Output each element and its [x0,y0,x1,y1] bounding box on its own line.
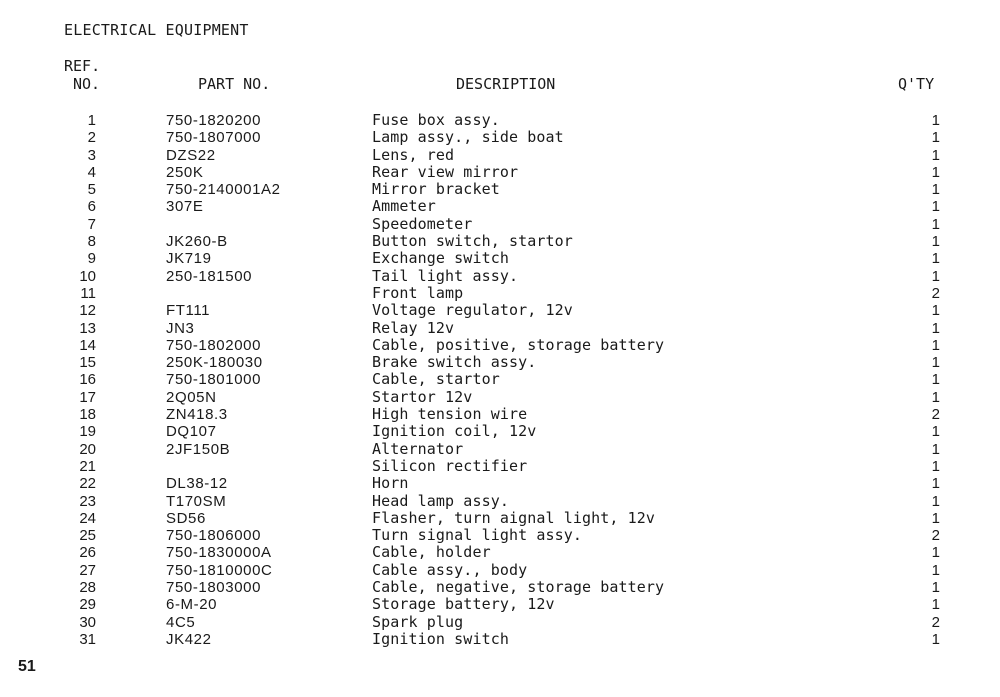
description-cell: Ignition coil, 12v [372,422,537,441]
part-no-cell: DL38-12 [166,475,228,493]
qty-cell: 1 [931,215,940,233]
table-row [0,441,1000,458]
part-no-cell: 750-1807000 [166,129,262,147]
description-cell: Cable, positive, storage battery [372,335,665,354]
table-row [0,198,1000,215]
description-cell: Mirror bracket [372,180,500,199]
table-row [0,510,1000,527]
qty-cell: 1 [931,371,940,389]
part-no-cell: 750-1801000 [166,371,262,389]
part-no-cell: JK260-B [166,233,228,251]
part-no-cell: JK719 [166,250,212,268]
ref-cell: 10 [79,267,96,285]
table-row [0,631,1000,648]
description-cell: Ignition switch [372,629,509,648]
qty-cell: 1 [931,388,940,406]
description-cell: Voltage regulator, 12v [372,301,573,320]
description-cell: Turn signal light assy. [372,526,583,545]
page-title: ELECTRICAL EQUIPMENT [64,21,249,39]
description-cell: Cable, startor [372,370,500,389]
table-row [0,579,1000,596]
description-cell: Lens, red [372,145,455,164]
part-no-cell: 750-1830000A [166,544,272,562]
qty-cell: 2 [931,527,940,545]
description-cell: Brake switch assy. [372,353,537,372]
ref-cell: 17 [79,388,96,406]
qty-cell: 1 [931,544,940,562]
description-cell: Flasher, turn aignal light, 12v [372,508,656,527]
table-row [0,164,1000,181]
ref-cell: 15 [79,354,96,372]
description-header: DESCRIPTION [456,75,556,93]
qty-cell: 1 [931,267,940,285]
qty-cell: 1 [931,423,940,441]
qty-header: Q'TY [898,75,935,93]
table-row [0,544,1000,561]
table-row [0,458,1000,475]
part-no-cell: 307E [166,198,204,216]
description-cell: Front lamp [372,283,464,302]
ref-cell: 29 [79,596,96,614]
part-no-cell: 750-1806000 [166,527,262,545]
qty-cell: 1 [931,319,940,337]
qty-cell: 1 [931,579,940,597]
qty-cell: 1 [931,561,940,579]
ref-cell: 4 [87,163,96,181]
description-cell: Lamp assy., side boat [372,128,564,147]
qty-cell: 1 [931,596,940,614]
qty-cell: 1 [931,354,940,372]
table-row [0,371,1000,388]
part-no-header: PART NO. [198,75,271,93]
table-row [0,527,1000,544]
ref-cell: 28 [79,579,96,597]
ref-cell: 7 [87,215,96,233]
qty-cell: 1 [931,163,940,181]
qty-cell: 1 [931,492,940,510]
part-no-cell: 250-181500 [166,267,253,285]
part-no-cell: DZS22 [166,146,216,164]
part-no-cell: SD56 [166,509,206,527]
ref-cell: 16 [79,371,96,389]
ref-cell: 31 [79,630,96,648]
ref-cell: 24 [79,509,96,527]
ref-cell: 23 [79,492,96,510]
ref-cell: 30 [79,613,96,631]
qty-cell: 1 [931,233,940,251]
description-cell: Ammeter [372,197,436,216]
table-row [0,147,1000,164]
table-row [0,302,1000,319]
qty-cell: 1 [931,440,940,458]
table-row [0,389,1000,406]
ref-cell: 20 [79,440,96,458]
qty-cell: 1 [931,112,940,129]
description-cell: Speedometer [372,214,473,233]
table-row [0,423,1000,440]
description-cell: Head lamp assy. [372,491,509,510]
part-no-cell: JK422 [166,630,212,648]
qty-cell: 1 [931,302,940,320]
table-row [0,475,1000,492]
ref-cell: 26 [79,544,96,562]
qty-cell: 2 [931,613,940,631]
description-cell: Tail light assy. [372,266,519,285]
table-row [0,129,1000,146]
description-cell: Fuse box assy. [372,111,500,129]
ref-cell: 1 [87,112,96,129]
table-row [0,614,1000,631]
ref-cell: 13 [79,319,96,337]
ref-cell: 18 [79,406,96,424]
ref-cell: 9 [87,250,96,268]
description-cell: Storage battery, 12v [372,595,555,614]
part-no-cell: T170SM [166,492,227,510]
table-row [0,337,1000,354]
ref-cell: 12 [79,302,96,320]
table-row [0,112,1000,129]
ref-cell: 3 [87,146,96,164]
ref-cell: 2 [87,129,96,147]
ref-cell: 19 [79,423,96,441]
table-row [0,250,1000,267]
page-number: 51 [18,658,36,675]
ref-header-line1: REF. [64,57,101,75]
description-cell: Startor 12v [372,387,473,406]
table-row [0,562,1000,579]
part-no-cell: 750-1820200 [166,112,262,129]
part-no-cell: DQ107 [166,423,217,441]
part-no-cell: 2Q05N [166,388,217,406]
description-cell: Cable, holder [372,543,491,562]
table-row [0,285,1000,302]
description-cell: Horn [372,474,409,493]
qty-cell: 2 [931,284,940,302]
table-row [0,354,1000,371]
ref-header-line2: NO. [73,75,101,93]
part-no-cell: 2JF150B [166,440,231,458]
description-cell: Spark plug [372,612,464,631]
part-no-cell: ZN418.3 [166,406,228,424]
ref-cell: 14 [79,336,96,354]
table-row [0,493,1000,510]
part-no-cell: 250K-180030 [166,354,263,372]
description-cell: Cable, negative, storage battery [372,578,665,597]
qty-cell: 1 [931,630,940,648]
part-no-cell: 750-1810000C [166,561,273,579]
qty-cell: 1 [931,198,940,216]
parts-table [0,112,1000,648]
qty-cell: 1 [931,181,940,199]
ref-cell: 27 [79,561,96,579]
table-row [0,596,1000,613]
description-cell: Rear view mirror [372,162,519,181]
part-no-cell: 250K [166,163,204,181]
description-cell: Exchange switch [372,249,509,268]
part-no-cell: FT111 [166,302,211,320]
table-row [0,268,1000,285]
description-cell: Alternator [372,439,464,458]
ref-cell: 6 [87,198,96,216]
table-row [0,406,1000,423]
part-no-cell: 750-1803000 [166,579,262,597]
qty-cell: 1 [931,475,940,493]
part-no-cell: 750-1802000 [166,336,262,354]
part-no-cell: 750-2140001A2 [166,181,281,199]
ref-cell: 8 [87,233,96,251]
ref-cell: 25 [79,527,96,545]
qty-cell: 1 [931,250,940,268]
qty-cell: 1 [931,457,940,475]
ref-cell: 22 [79,475,96,493]
part-no-cell: 6-M-20 [166,596,218,614]
ref-cell: 21 [79,457,96,475]
qty-cell: 2 [931,406,940,424]
qty-cell: 1 [931,146,940,164]
description-cell: Cable assy., body [372,560,528,579]
part-no-cell: 4C5 [166,613,196,631]
qty-cell: 1 [931,129,940,147]
qty-cell: 1 [931,336,940,354]
part-no-cell: JN3 [166,319,195,337]
table-row [0,320,1000,337]
description-cell: Relay 12v [372,318,455,337]
table-row [0,233,1000,250]
description-cell: High tension wire [372,405,528,424]
table-row [0,216,1000,233]
table-row [0,181,1000,198]
ref-cell: 5 [87,181,96,199]
ref-cell: 11 [80,284,96,302]
qty-cell: 1 [931,509,940,527]
description-cell: Silicon rectifier [372,456,528,475]
description-cell: Button switch, startor [372,232,573,251]
